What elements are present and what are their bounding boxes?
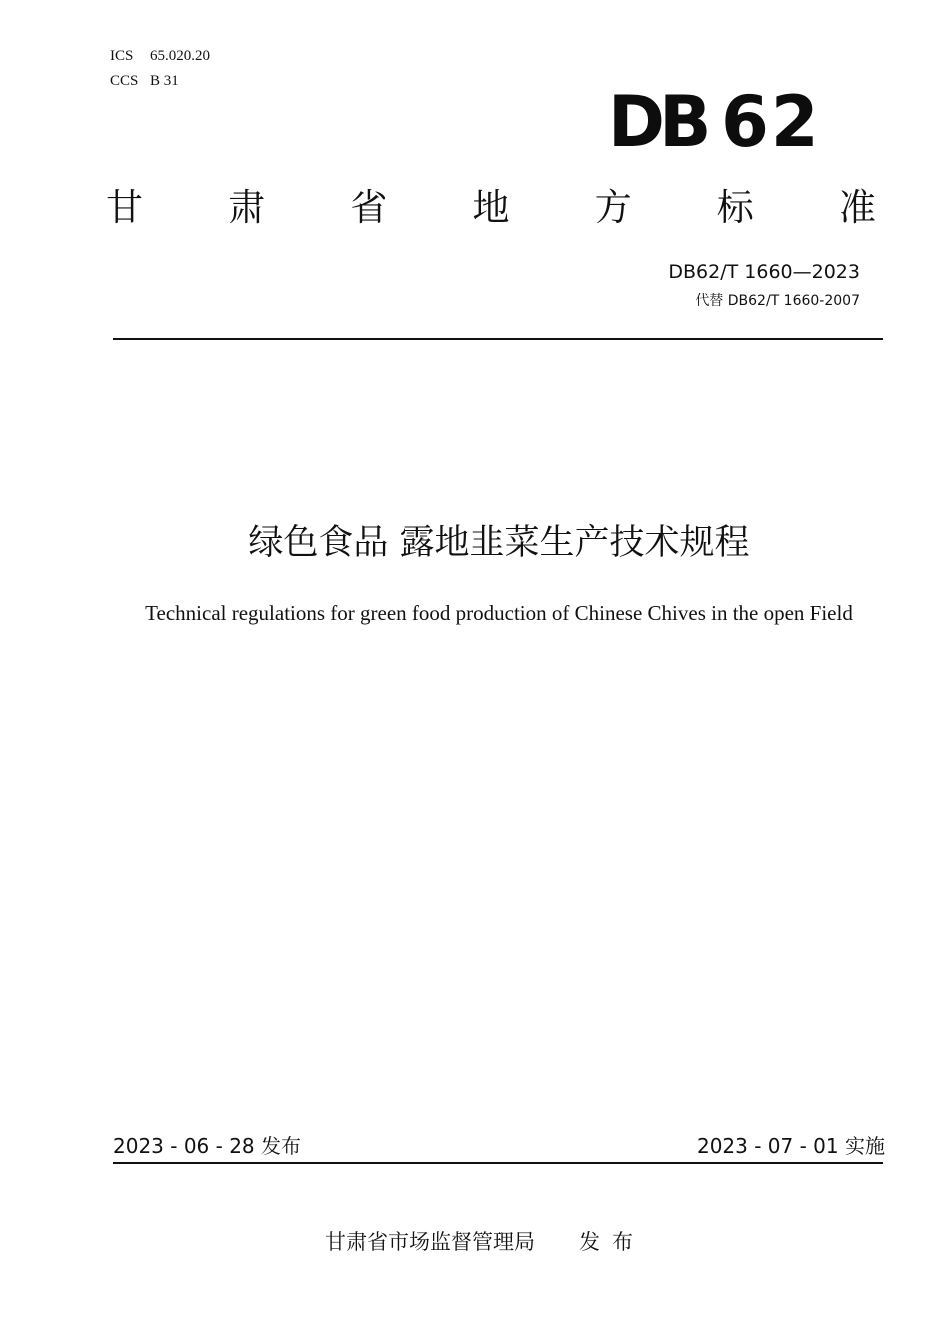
standard-type-char: 地: [472, 186, 510, 229]
db-logo-prefix: DB: [608, 81, 706, 163]
ics-code: 65.020.20: [150, 48, 210, 64]
replaces-standard: 代替 DB62/T 1660-2007: [695, 293, 860, 309]
publisher-action: 发布: [579, 1230, 645, 1254]
standard-type-char: 准: [838, 186, 876, 229]
header-divider: [113, 338, 883, 340]
publisher-line: [325, 1228, 645, 1256]
standard-type-char: 肃: [228, 186, 266, 229]
standard-type-char: 标: [716, 186, 754, 229]
ics-classification: [110, 47, 210, 65]
ccs-label: CCS: [110, 73, 139, 89]
standard-type-char: 方: [594, 186, 632, 229]
ccs-code: B 31: [150, 73, 179, 89]
db-logo-number: 62: [721, 81, 821, 163]
document-title-english: Technical regulations for green food production of Chinese Chives in the open Field: [145, 601, 853, 625]
standard-type-char: 甘: [106, 186, 143, 229]
footer-divider: [113, 1162, 883, 1164]
document-title-chinese: 绿色食品 露地韭菜生产技术规程: [248, 523, 750, 563]
publisher-name: 甘肃省市场监督管理局: [325, 1230, 535, 1254]
standard-number: DB62/T 1660—2023: [668, 261, 860, 283]
standard-type-char: 省: [350, 186, 388, 229]
ccs-classification: [110, 72, 179, 90]
ics-label: ICS: [110, 48, 134, 64]
implementation-date: 2023 - 07 - 01 实施: [696, 1134, 885, 1158]
db-logo: [608, 82, 821, 162]
standard-type-heading: [106, 186, 876, 230]
issue-date: 2023 - 06 - 28 发布: [113, 1134, 302, 1158]
